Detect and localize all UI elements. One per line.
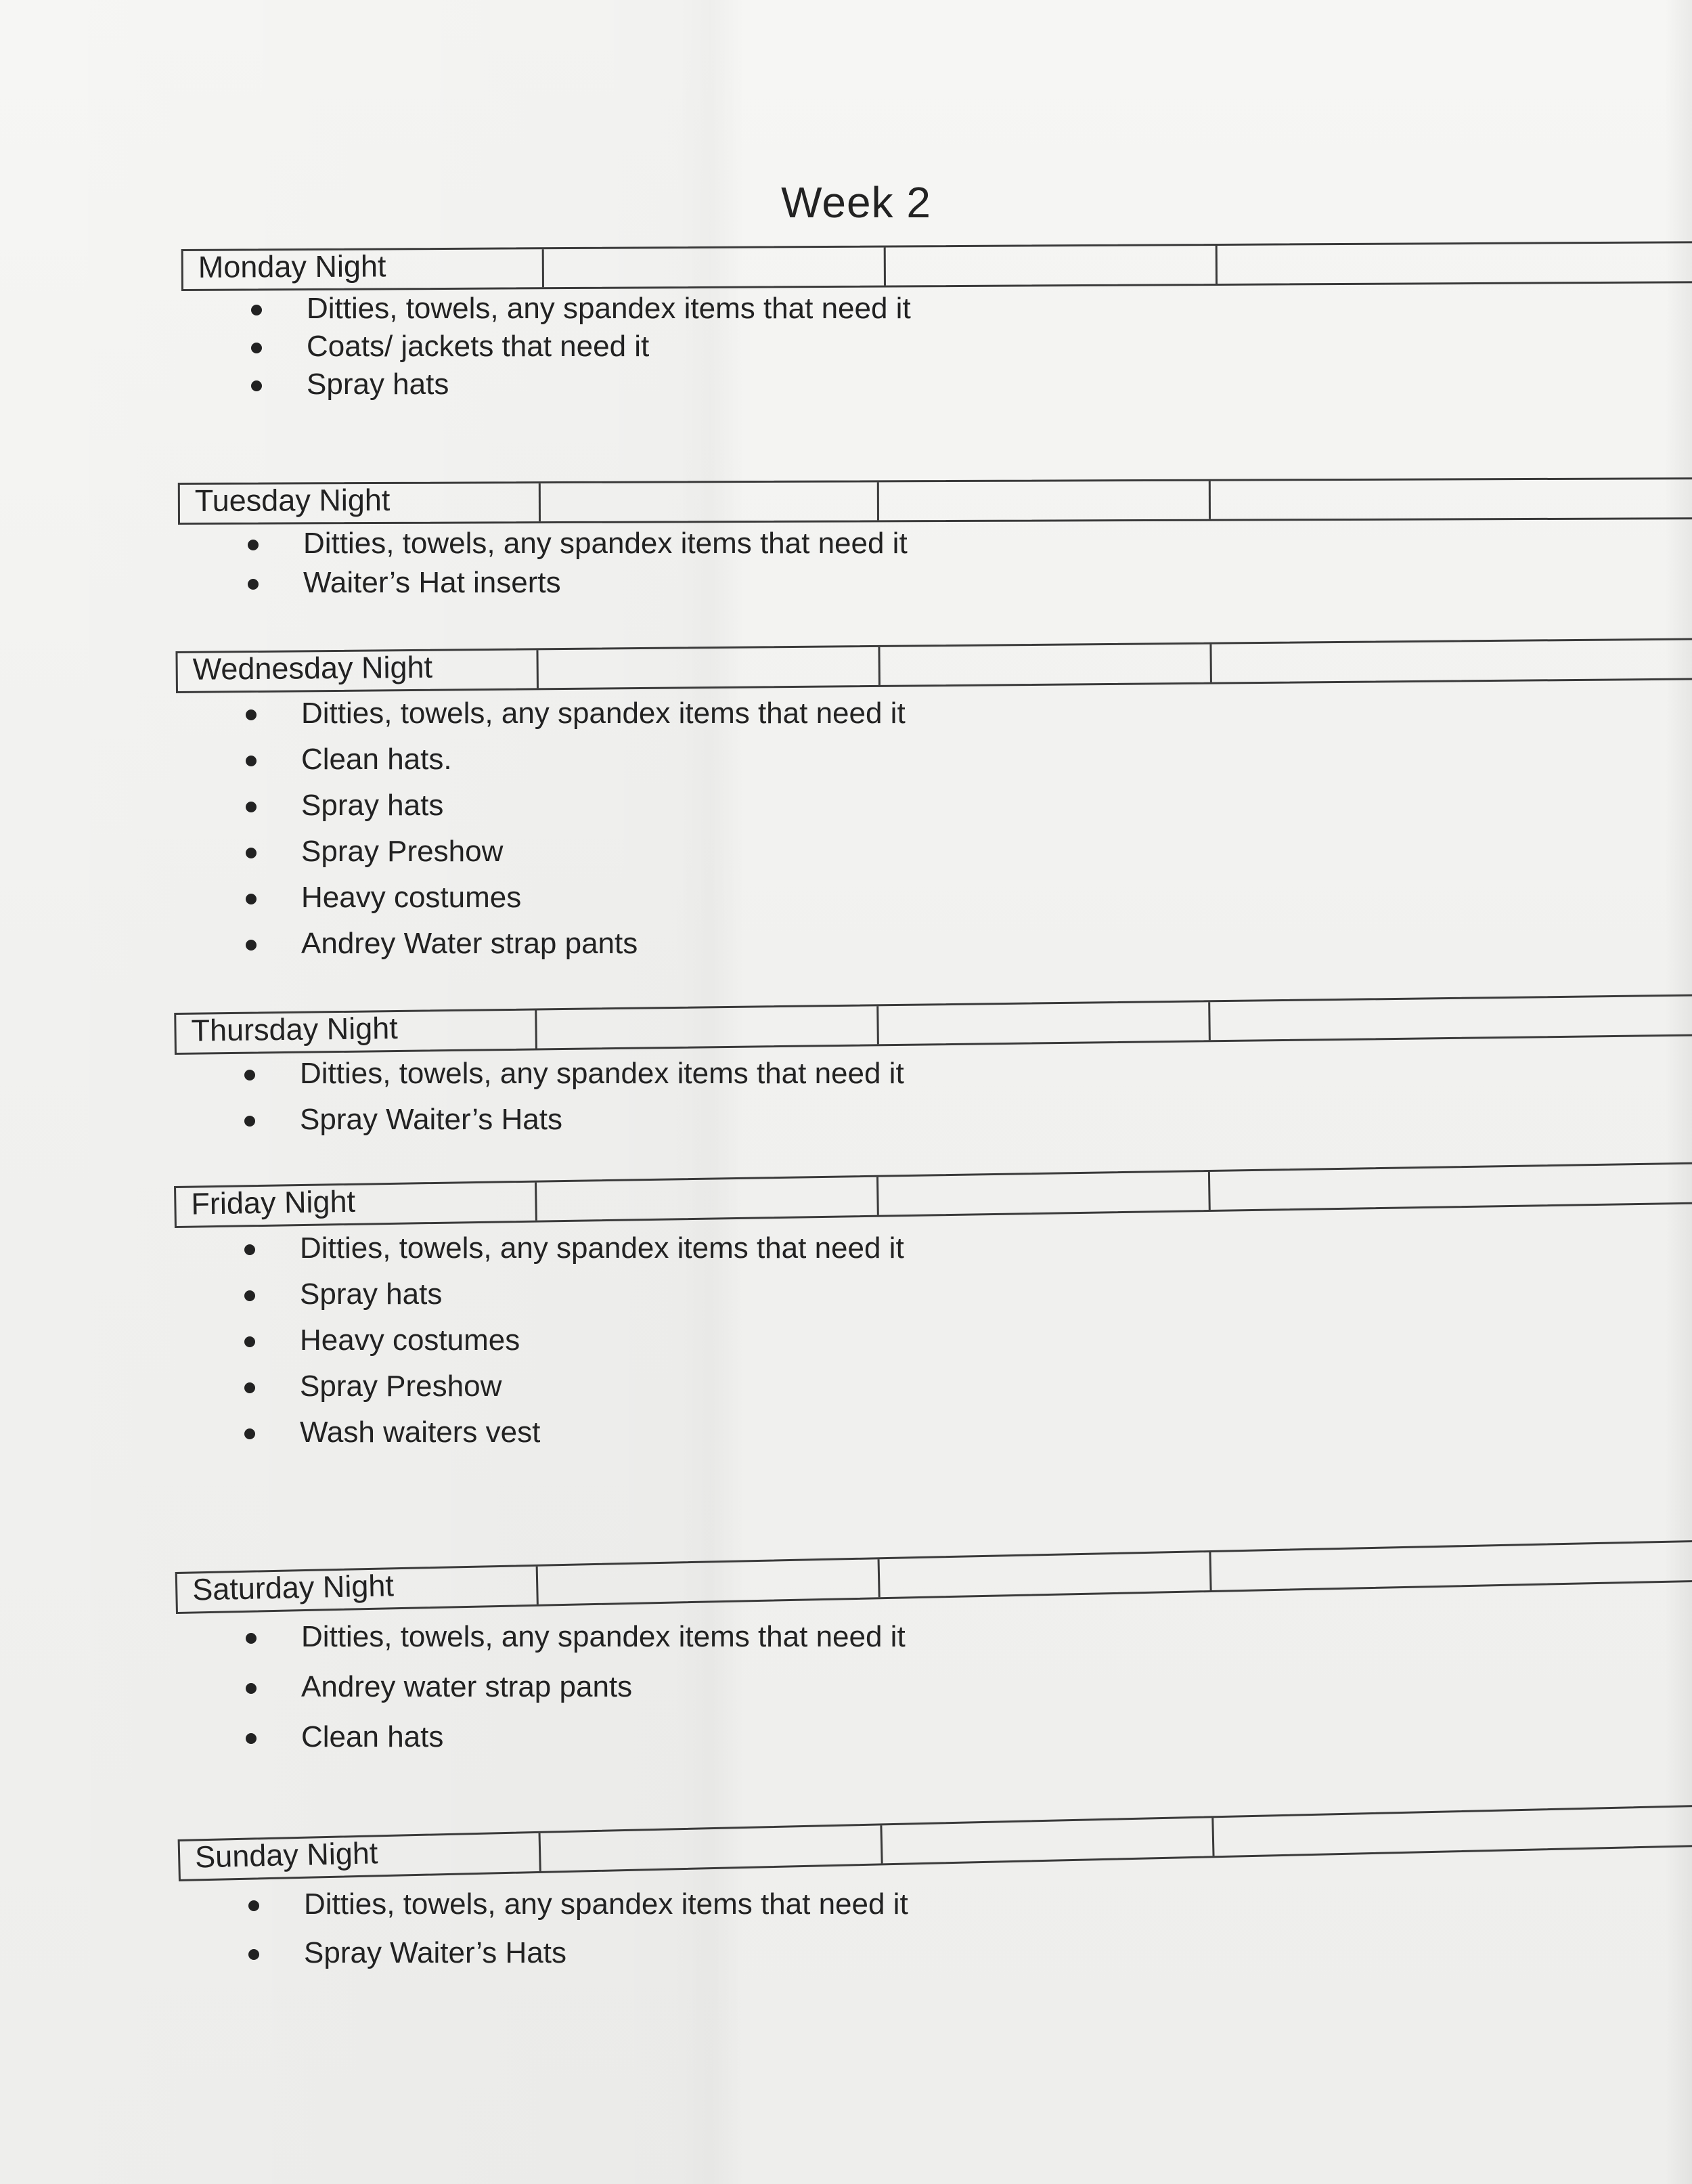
list-item: Spray Waiter’s Hats: [179, 1930, 1692, 1976]
list-item: Spray Preshow: [175, 1363, 1692, 1410]
day-section-wednesday: [176, 651, 1692, 967]
bullet-icon: [246, 709, 257, 720]
day-label: Monday Night: [198, 248, 386, 284]
table-cell: [878, 1552, 1210, 1597]
bullet-icon: [246, 940, 257, 951]
list-item: Ditties, towels, any spandex items that need it: [181, 286, 1692, 332]
page-title: Week 2: [781, 178, 931, 227]
table-cell: [542, 248, 884, 288]
day-header-table: [175, 638, 1692, 693]
day-header-table: [175, 1539, 1692, 1614]
day-header-table: [174, 994, 1692, 1055]
bullet-icon: [244, 1382, 255, 1393]
bullet-icon: [244, 1428, 255, 1439]
list-item: Spray hats: [181, 362, 1692, 408]
list-item: Ditties, towels, any spandex items that need it: [179, 1881, 1692, 1927]
bullet-icon: [251, 343, 262, 353]
table-cell: [1209, 1541, 1692, 1590]
bullet-icon: [244, 1116, 255, 1127]
day-label: Wednesday Night: [192, 649, 433, 686]
list-item: Spray Preshow: [176, 829, 1692, 875]
table-cell: [876, 1002, 1209, 1044]
table-cell: [876, 1172, 1209, 1215]
bullet-icon: [244, 1336, 255, 1347]
bullet-icon: [246, 1633, 257, 1644]
table-cell: [1211, 1806, 1692, 1856]
bullet-icon: [251, 305, 262, 315]
table-cell: [1216, 243, 1692, 284]
list-item: Clean hats: [176, 1714, 1692, 1760]
table-cell: [880, 1818, 1212, 1863]
day-section-saturday: [176, 1568, 1692, 1760]
task-list: [181, 286, 1692, 408]
day-header-table: [178, 477, 1692, 525]
bullet-icon: [244, 1290, 255, 1301]
list-item: Ditties, towels, any spandex items that need it: [175, 1051, 1692, 1097]
list-item: Waiter’s Hat inserts: [178, 560, 1692, 606]
table-cell: [1208, 1164, 1692, 1210]
day-section-tuesday: [178, 483, 1692, 606]
task-list: [175, 1225, 1692, 1456]
task-list: [176, 691, 1692, 967]
bullet-icon: [244, 1244, 255, 1255]
list-item: Spray hats: [176, 783, 1692, 829]
bullet-icon: [246, 756, 257, 766]
list-item: Clean hats.: [176, 737, 1692, 783]
bullet-icon: [246, 802, 257, 812]
day-section-thursday: [175, 1010, 1692, 1143]
day-label: Tuesday Night: [194, 482, 391, 518]
bullet-icon: [248, 579, 259, 590]
list-item: Ditties, towels, any spandex items that need it: [176, 691, 1692, 737]
bullet-icon: [246, 1733, 257, 1744]
table-cell: [884, 246, 1216, 286]
task-list: [175, 1051, 1692, 1143]
day-label: Thursday Night: [191, 1010, 398, 1048]
list-item: Andrey Water strap pants: [176, 921, 1692, 967]
day-label: Saturday Night: [192, 1568, 395, 1607]
day-section-monday: [181, 249, 1692, 408]
list-item: Spray Waiter’s Hats: [175, 1097, 1692, 1143]
task-list: [176, 1614, 1692, 1760]
day-header-table: [181, 241, 1692, 291]
table-cell: [1209, 479, 1692, 519]
table-cell: [878, 645, 1209, 685]
table-cell: [539, 1825, 881, 1871]
table-cell: [536, 647, 878, 688]
list-item: Wash waiters vest: [175, 1410, 1692, 1456]
day-header-table: [178, 1804, 1692, 1881]
day-header-table: [174, 1162, 1692, 1228]
day-label: Sunday Night: [194, 1835, 378, 1875]
table-cell: [539, 482, 877, 521]
task-list: [178, 521, 1692, 606]
list-item: Ditties, towels, any spandex items that need it: [175, 1225, 1692, 1271]
table-cell: [1208, 996, 1692, 1040]
table-cell: [535, 1177, 877, 1221]
table-cell: [877, 481, 1209, 521]
table-cell: [536, 1559, 878, 1604]
table-cell: [1209, 640, 1692, 682]
bullet-icon: [246, 848, 257, 858]
bullet-icon: [251, 380, 262, 391]
task-list: [179, 1881, 1692, 1976]
list-item: Ditties, towels, any spandex items that need it: [176, 1614, 1692, 1660]
list-item: Heavy costumes: [176, 875, 1692, 921]
list-item: Spray hats: [175, 1271, 1692, 1317]
list-item: Ditties, towels, any spandex items that need it: [178, 521, 1692, 567]
bullet-icon: [246, 1683, 257, 1694]
bullet-icon: [248, 1900, 259, 1911]
bullet-icon: [246, 894, 257, 904]
list-item: Coats/ jackets that need it: [181, 324, 1692, 370]
list-item: Andrey water strap pants: [176, 1664, 1692, 1710]
day-section-sunday: [179, 1835, 1692, 1976]
day-section-friday: [175, 1183, 1692, 1456]
list-item: Heavy costumes: [175, 1317, 1692, 1363]
table-cell: [535, 1006, 877, 1048]
bullet-icon: [248, 1949, 259, 1960]
bullet-icon: [244, 1070, 255, 1080]
bullet-icon: [248, 540, 259, 550]
day-label: Friday Night: [191, 1183, 356, 1221]
